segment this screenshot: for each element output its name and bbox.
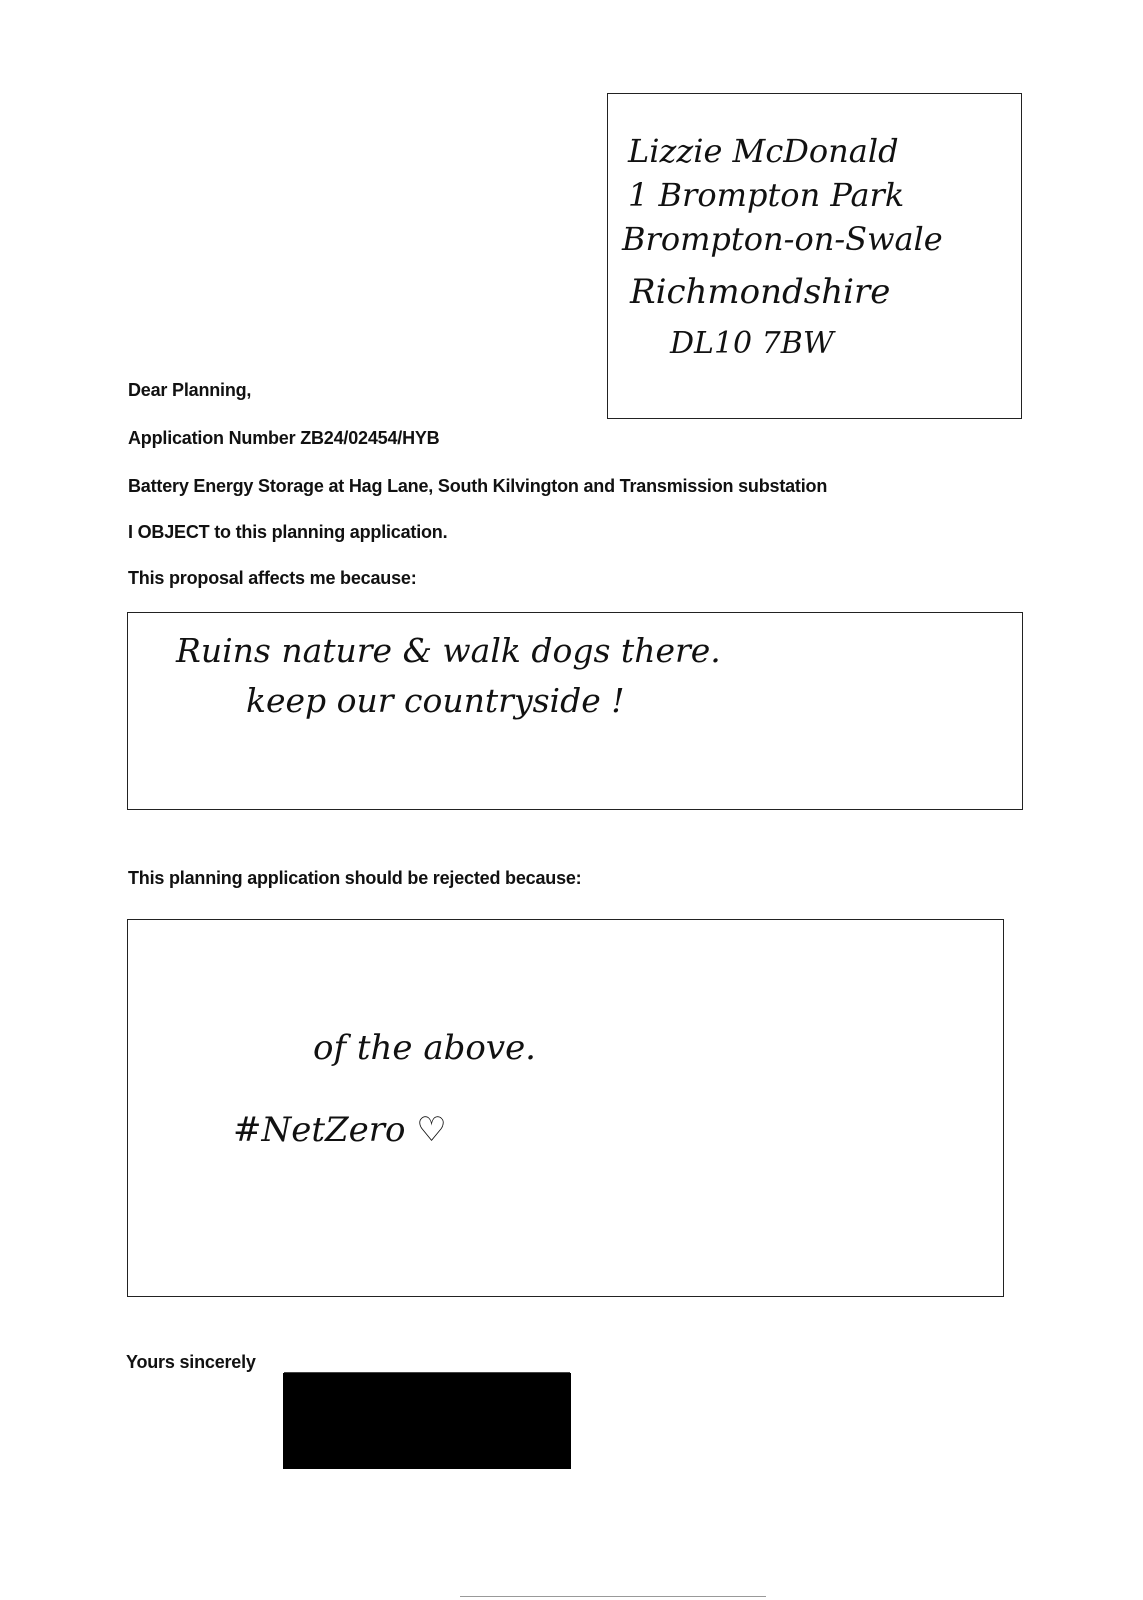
address-box — [607, 93, 1022, 419]
greeting: Dear Planning, — [128, 380, 252, 400]
closing: Yours sincerely — [126, 1352, 256, 1372]
affects-line-1: Ruins nature & walk dogs there. — [176, 631, 721, 670]
address-postcode: DL10 7BW — [670, 326, 834, 361]
affects-line-2: keep our countryside ! — [246, 681, 625, 720]
affects-box — [127, 612, 1023, 810]
rejected-line-1: of the above. — [313, 1028, 536, 1068]
application-number: Application Number ZB24/02454/HYB — [128, 428, 440, 448]
rejected-prompt: This planning application should be rejected because: — [128, 868, 582, 888]
address-street: 1 Brompton Park — [628, 176, 905, 214]
objection-statement: I OBJECT to this planning application. — [128, 522, 448, 542]
rejected-box — [127, 919, 1004, 1297]
address-district: Richmondshire — [630, 272, 891, 312]
affects-prompt: This proposal affects me because: — [128, 568, 417, 588]
address-name: Lizzie McDonald — [628, 132, 899, 170]
signature-redaction — [283, 1373, 571, 1469]
rejected-line-2: #NetZero ♡ — [233, 1110, 447, 1150]
address-town: Brompton-on-Swale — [622, 220, 943, 258]
application-subject: Battery Energy Storage at Hag Lane, South Kilvington and Transmission substation — [128, 476, 828, 496]
bottom-scan-line — [460, 1596, 766, 1597]
